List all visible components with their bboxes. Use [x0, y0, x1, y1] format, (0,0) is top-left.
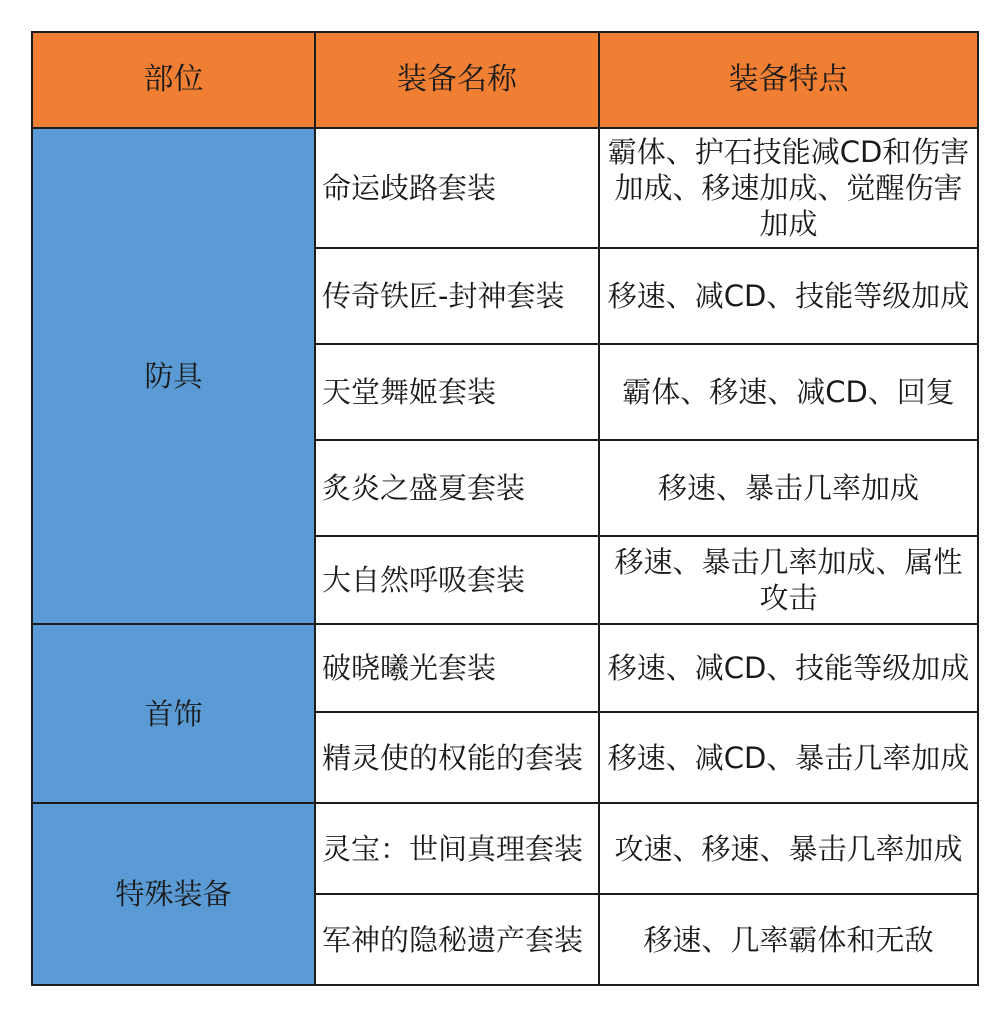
- table-row: [32, 128, 978, 248]
- equipment-feature: 移速、减CD、暴击几率加成: [599, 712, 978, 803]
- equipment-name: 灵宝：世间真理套装: [315, 803, 599, 894]
- equipment-name: 传奇铁匠-封神套装: [315, 248, 599, 344]
- category-special: 特殊装备: [32, 803, 315, 985]
- table-row: [32, 624, 978, 712]
- table-row: [32, 803, 978, 894]
- equipment-feature: 移速、几率霸体和无敌: [599, 894, 978, 985]
- equipment-feature: 移速、暴击几率加成: [599, 440, 978, 536]
- equipment-name: 精灵使的权能的套装: [315, 712, 599, 803]
- header-feature: 装备特点: [599, 32, 978, 128]
- equipment-feature: 霸体、护石技能减CD和伤害加成、移速加成、觉醒伤害加成: [599, 128, 978, 248]
- equipment-name: 破晓曦光套装: [315, 624, 599, 712]
- equipment-feature: 霸体、移速、减CD、回复: [599, 344, 978, 440]
- equipment-feature: 攻速、移速、暴击几率加成: [599, 803, 978, 894]
- equipment-table-container: [31, 31, 977, 984]
- equipment-feature: 移速、减CD、技能等级加成: [599, 624, 978, 712]
- equipment-name: 炙炎之盛夏套装: [315, 440, 599, 536]
- header-name: 装备名称: [315, 32, 599, 128]
- category-jewelry: 首饰: [32, 624, 315, 803]
- equipment-name: 命运歧路套装: [315, 128, 599, 248]
- table-header-row: [32, 32, 978, 128]
- equipment-name: 天堂舞姬套装: [315, 344, 599, 440]
- header-part: 部位: [32, 32, 315, 128]
- equipment-feature: 移速、减CD、技能等级加成: [599, 248, 978, 344]
- equipment-name: 军神的隐秘遗产套装: [315, 894, 599, 985]
- equipment-name: 大自然呼吸套装: [315, 536, 599, 624]
- equipment-table: [31, 31, 979, 986]
- category-armor: 防具: [32, 128, 315, 624]
- equipment-feature: 移速、暴击几率加成、属性攻击: [599, 536, 978, 624]
